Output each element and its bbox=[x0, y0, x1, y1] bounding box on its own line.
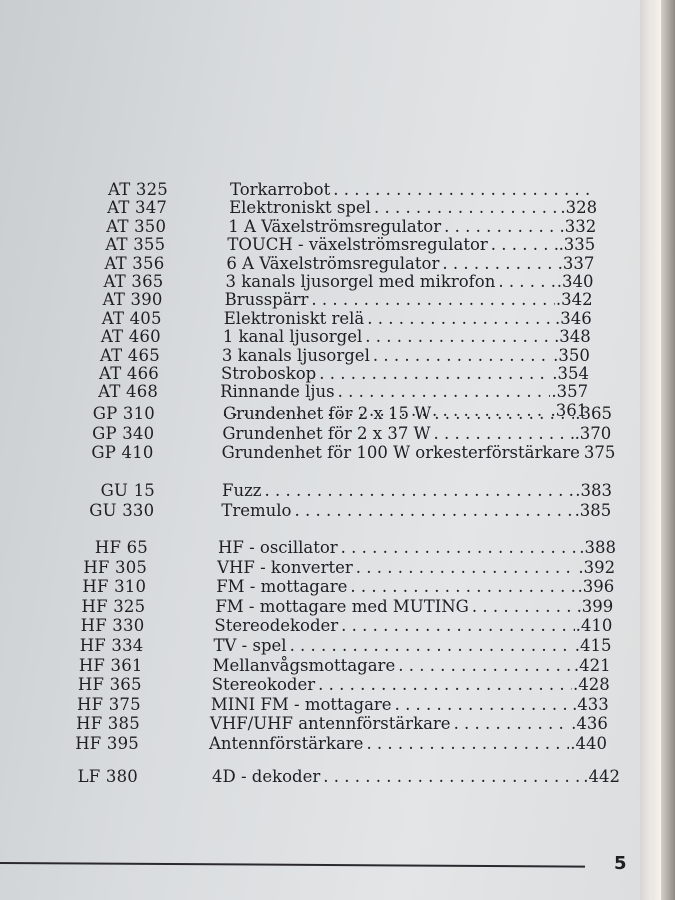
entry-code: AT 468 bbox=[98, 382, 159, 402]
page-stack-edge bbox=[661, 0, 675, 900]
toc-entry bbox=[0, 501, 639, 520]
entry-line bbox=[227, 235, 595, 254]
entry-page: .415 bbox=[574, 636, 612, 655]
dot-leader bbox=[338, 382, 551, 401]
toc-entry bbox=[0, 404, 640, 423]
entry-page: .365 bbox=[575, 404, 612, 423]
dot-leader bbox=[395, 695, 571, 714]
entry-line bbox=[222, 346, 590, 365]
entry-title: 6 A Växelströmsregulator bbox=[226, 253, 440, 273]
toc-entry bbox=[0, 254, 636, 273]
dot-leader bbox=[472, 597, 576, 616]
entry-title: Grundenhet för 2 x 15 W bbox=[223, 404, 432, 423]
toc-entry bbox=[0, 734, 631, 753]
entry-code: AT 356 bbox=[104, 253, 165, 273]
entry-title: 4D - dekoder bbox=[212, 767, 321, 786]
entry-code: HF 325 bbox=[81, 596, 146, 616]
entry-title: FM - mottagare bbox=[216, 577, 348, 597]
entry-title: 1 kanal ljusorgel bbox=[222, 327, 363, 347]
entry-code: HF 361 bbox=[78, 655, 143, 675]
entry-page: 375 bbox=[583, 443, 616, 462]
entry-line bbox=[209, 734, 607, 753]
entry-line bbox=[220, 382, 588, 401]
entry-line bbox=[211, 695, 609, 714]
entry-line bbox=[225, 290, 593, 309]
entry-code: GU 15 bbox=[100, 481, 155, 500]
toc-entry bbox=[0, 443, 639, 462]
entry-title: Elektroniskt spel bbox=[229, 198, 371, 218]
entry-title: VHF - konverter bbox=[217, 557, 353, 577]
entry-page: .350 bbox=[553, 345, 590, 365]
toc-entry bbox=[0, 198, 639, 217]
entry-title: 3 kanals ljusorgel bbox=[221, 345, 370, 365]
entry-page: .346 bbox=[554, 308, 592, 328]
entry-line bbox=[221, 364, 589, 383]
entry-code: HF 305 bbox=[83, 557, 148, 577]
toc-entry bbox=[0, 656, 635, 675]
dot-leader bbox=[366, 734, 569, 753]
toc-entry bbox=[0, 309, 634, 328]
entry-line bbox=[222, 481, 612, 500]
entry-line bbox=[213, 656, 611, 675]
entry-title: TOUCH - växelströmsregulator bbox=[227, 235, 488, 255]
dot-leader bbox=[444, 217, 558, 236]
entry-code: HF 65 bbox=[94, 538, 148, 557]
dot-leader bbox=[454, 714, 571, 733]
toc-entry bbox=[0, 290, 635, 309]
entry-page: .348 bbox=[554, 327, 591, 347]
entry-code: GP 340 bbox=[92, 423, 155, 443]
entry-title: Torkarrobot bbox=[230, 180, 331, 199]
entry-page: .357 bbox=[551, 382, 589, 402]
entry-code: HF 375 bbox=[77, 694, 141, 714]
entry-page: .354 bbox=[552, 364, 589, 383]
toc-entry bbox=[0, 695, 633, 714]
entry-title: Elektroniskt relä bbox=[223, 308, 365, 328]
entry-page: .370 bbox=[574, 423, 612, 443]
entry-line bbox=[214, 636, 612, 655]
entry-page: .361 bbox=[550, 400, 588, 420]
toc-entry bbox=[0, 272, 636, 291]
dot-leader bbox=[341, 616, 574, 635]
entry-title: FM - mottagare med MUTING bbox=[215, 596, 469, 616]
entry-code: GP 410 bbox=[91, 443, 154, 462]
entry-title: Rinnande ljus bbox=[220, 382, 335, 402]
entry-page: .342 bbox=[555, 290, 593, 310]
entry-page: .410 bbox=[575, 616, 613, 636]
entry-page: .421 bbox=[573, 655, 611, 675]
page-stack-edge bbox=[652, 0, 661, 900]
dot-leader bbox=[319, 364, 551, 383]
toc-entry bbox=[0, 424, 639, 443]
entry-title: Antennförstärkare bbox=[209, 734, 364, 753]
entry-code: HF 395 bbox=[75, 734, 139, 753]
entry-title: 1 A Växelströmsregulator bbox=[228, 216, 442, 236]
toc-entry bbox=[0, 180, 640, 199]
dot-leader bbox=[442, 254, 556, 273]
toc-entry bbox=[0, 538, 640, 557]
entry-page: .399 bbox=[576, 596, 614, 616]
entry-title: Stroboskop bbox=[221, 364, 317, 383]
entry-title: MINI FM - mottagare bbox=[210, 694, 392, 714]
toc-entry bbox=[0, 675, 634, 694]
entry-line bbox=[214, 616, 612, 635]
entry-line bbox=[223, 404, 612, 423]
entry-page: .335 bbox=[558, 235, 596, 255]
entry-line bbox=[226, 272, 594, 291]
toc-entry bbox=[0, 382, 630, 401]
entry-line bbox=[212, 767, 620, 786]
dot-leader bbox=[290, 636, 574, 655]
toc-entry bbox=[0, 616, 636, 635]
toc-entry bbox=[0, 217, 638, 236]
entry-page: .440 bbox=[570, 734, 607, 753]
toc-entry bbox=[0, 577, 638, 596]
dot-leader bbox=[294, 501, 573, 520]
entry-code: AT 325 bbox=[108, 180, 168, 199]
dot-leader bbox=[434, 424, 574, 443]
toc-entry bbox=[0, 364, 631, 383]
entry-line bbox=[223, 327, 591, 346]
entry-code: AT 350 bbox=[106, 216, 167, 236]
toc-entry bbox=[0, 481, 640, 500]
entry-title: Stereokoder bbox=[211, 675, 316, 695]
entry-title: Stereodekoder bbox=[214, 616, 339, 636]
entry-line bbox=[215, 597, 613, 616]
dot-leader bbox=[491, 235, 558, 254]
entry-code: AT 466 bbox=[99, 364, 159, 383]
entry-code: AT 465 bbox=[99, 345, 160, 365]
entry-code: GU 330 bbox=[89, 500, 155, 520]
entry-line bbox=[226, 254, 594, 273]
entry-page: .385 bbox=[574, 500, 612, 520]
entry-line bbox=[221, 501, 611, 520]
dot-leader bbox=[318, 675, 572, 694]
entry-line bbox=[217, 558, 615, 577]
entry-line bbox=[222, 424, 611, 443]
dot-leader bbox=[356, 558, 578, 577]
entry-code: HF 385 bbox=[76, 714, 140, 734]
dot-leader bbox=[323, 767, 582, 786]
dot-leader bbox=[350, 577, 576, 596]
entry-page: .340 bbox=[556, 272, 594, 291]
entry-code: GP 310 bbox=[92, 404, 155, 423]
entry-line bbox=[212, 675, 610, 694]
entry-line bbox=[210, 714, 608, 733]
dot-leader bbox=[373, 346, 552, 365]
dot-leader bbox=[374, 198, 559, 217]
entry-title: VHF/UHF antennförstärkare bbox=[209, 714, 451, 734]
dot-leader bbox=[398, 656, 573, 675]
entry-code: HF 365 bbox=[77, 675, 142, 695]
entry-title: 3 kanals ljusorgel med mikrofon bbox=[225, 272, 496, 291]
entry-page: .396 bbox=[577, 577, 615, 597]
entry-page: .428 bbox=[572, 675, 610, 695]
dot-leader bbox=[333, 180, 597, 199]
toc-entry bbox=[0, 636, 636, 655]
entry-code: HF 310 bbox=[82, 577, 147, 597]
entry-page: .337 bbox=[557, 253, 595, 273]
toc-entry bbox=[0, 558, 639, 577]
entry-page: .328 bbox=[560, 198, 598, 218]
toc-entry bbox=[0, 327, 633, 346]
toc-entry bbox=[0, 767, 640, 786]
dot-leader bbox=[365, 327, 553, 346]
entry-code: AT 390 bbox=[102, 290, 163, 310]
entry-title: Grundenhet för 2 x 37 W bbox=[222, 423, 431, 443]
dot-leader bbox=[341, 538, 579, 557]
entry-page: .433 bbox=[572, 694, 609, 714]
entry-title: Brusspärr bbox=[224, 290, 309, 310]
dot-leader bbox=[498, 272, 555, 291]
entry-line bbox=[228, 217, 596, 236]
entry-title: HF - oscillator bbox=[218, 538, 338, 557]
entry-code: AT 355 bbox=[105, 235, 166, 255]
entry-code: AT 347 bbox=[107, 198, 168, 218]
entry-line bbox=[230, 180, 598, 199]
toc-entry bbox=[0, 235, 637, 254]
dot-leader bbox=[434, 404, 574, 423]
entry-line bbox=[216, 577, 614, 596]
entry-title: Fuzz bbox=[222, 481, 262, 500]
page-stack-edge bbox=[640, 0, 652, 900]
entry-line bbox=[218, 538, 616, 557]
entry-title: TV - spel bbox=[213, 636, 287, 655]
entry-code: AT 365 bbox=[103, 272, 164, 291]
entry-code: AT 460 bbox=[100, 327, 161, 347]
entry-line bbox=[229, 198, 597, 217]
dot-leader bbox=[264, 481, 574, 500]
toc-entry bbox=[0, 714, 632, 733]
toc-entry bbox=[0, 597, 637, 616]
entry-title: Mellanvågsmottagare bbox=[212, 655, 396, 675]
entry-code: HF 334 bbox=[79, 636, 144, 655]
entry-page: .436 bbox=[571, 714, 608, 734]
entry-line bbox=[224, 309, 592, 328]
page-number: 5 bbox=[614, 853, 627, 874]
entry-page: .442 bbox=[583, 767, 620, 786]
entry-page: .392 bbox=[578, 557, 616, 577]
toc-entry bbox=[0, 346, 632, 365]
entry-code: AT 405 bbox=[101, 308, 162, 328]
dot-leader bbox=[367, 309, 554, 328]
entry-code: HF 330 bbox=[80, 616, 145, 636]
entry-title: Tremulo bbox=[221, 500, 292, 520]
entry-line bbox=[221, 443, 616, 462]
entry-page: .383 bbox=[575, 481, 612, 500]
entry-page: .388 bbox=[579, 538, 616, 557]
entry-title: Grundenhet för 100 W orkesterförstärkare bbox=[221, 443, 580, 462]
entry-code: LF 380 bbox=[77, 767, 138, 786]
dot-leader bbox=[311, 290, 555, 309]
entry-page: .332 bbox=[559, 216, 597, 236]
